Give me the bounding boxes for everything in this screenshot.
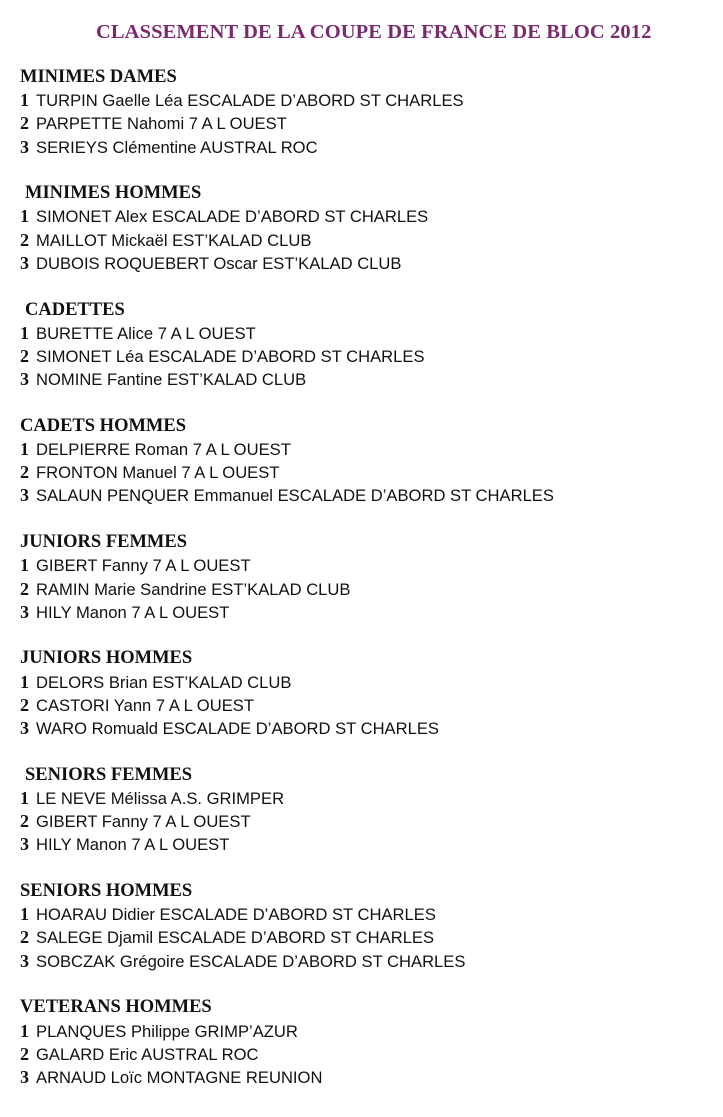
competitor-and-club: CASTORI Yann 7 A L OUEST — [36, 695, 254, 715]
rank-number: 2 — [20, 578, 29, 599]
competitor-and-club: BURETTE Alice 7 A L OUEST — [36, 323, 256, 343]
category-section — [20, 764, 710, 880]
category-heading: SENIORS FEMMES — [25, 764, 193, 785]
rank-number: 1 — [20, 322, 29, 343]
competitor-and-club: HILY Manon 7 A L OUEST — [36, 602, 230, 622]
result-entry — [20, 1043, 710, 1066]
competitor-and-club: HOARAU Didier ESCALADE D’ABORD ST CHARLES — [36, 905, 436, 925]
competitor-and-club: PARPETTE Nahomi 7 A L OUEST — [36, 114, 287, 134]
competitor-and-club: SIMONET Alex ESCALADE D’ABORD ST CHARLES — [36, 207, 429, 227]
competitor-and-club: GALARD Eric AUSTRAL ROC — [36, 1044, 259, 1064]
result-entry — [20, 112, 710, 135]
competitor-and-club: PLANQUES Philippe GRIMP’AZUR — [36, 1021, 298, 1041]
result-entry — [20, 903, 710, 926]
result-entry — [20, 578, 710, 601]
result-entry — [20, 89, 710, 112]
rank-number: 1 — [20, 671, 29, 692]
category-heading: MINIMES HOMMES — [25, 183, 202, 204]
result-entry — [20, 461, 710, 484]
competitor-and-club: WARO Romuald ESCALADE D’ABORD ST CHARLES — [36, 719, 439, 739]
rank-number: 2 — [20, 462, 29, 483]
rank-number: 2 — [20, 1043, 29, 1064]
rank-number: 1 — [20, 439, 29, 460]
rank-number: 1 — [20, 206, 29, 227]
result-entry — [20, 205, 710, 228]
rank-number: 1 — [20, 787, 29, 808]
result-entry — [20, 252, 710, 275]
result-entry — [20, 554, 710, 577]
results-list — [20, 66, 710, 1113]
rank-number: 1 — [20, 555, 29, 576]
competitor-and-club: DUBOIS ROQUEBERT Oscar EST’KALAD CLUB — [36, 253, 402, 273]
rank-number: 3 — [20, 718, 29, 739]
result-entry — [20, 484, 710, 507]
competitor-and-club: HILY Manon 7 A L OUEST — [36, 835, 230, 855]
result-entry — [20, 368, 710, 391]
competitor-and-club: RAMIN Marie Sandrine EST’KALAD CLUB — [36, 579, 351, 599]
competitor-and-club: MAILLOT Mickaël EST’KALAD CLUB — [36, 230, 312, 250]
result-entry — [20, 926, 710, 949]
rank-number: 2 — [20, 229, 29, 250]
result-entry — [20, 438, 710, 461]
rank-number: 2 — [20, 113, 29, 134]
competitor-and-club: DELPIERRE Roman 7 A L OUEST — [36, 440, 291, 460]
competitor-and-club: DELORS Brian EST’KALAD CLUB — [36, 672, 292, 692]
competitor-and-club: SERIEYS Clémentine AUSTRAL ROC — [36, 137, 318, 157]
result-entry — [20, 322, 710, 345]
rank-number: 2 — [20, 927, 29, 948]
category-heading: CADETS HOMMES — [20, 415, 187, 436]
rank-number: 1 — [20, 90, 29, 111]
category-section — [20, 647, 710, 763]
result-entry — [20, 671, 710, 694]
result-entry — [20, 345, 710, 368]
rank-number: 3 — [20, 950, 29, 971]
rank-number: 3 — [20, 1066, 29, 1087]
result-entry — [20, 601, 710, 624]
category-section — [20, 996, 710, 1112]
competitor-and-club: GIBERT Fanny 7 A L OUEST — [36, 556, 251, 576]
category-section — [20, 66, 710, 182]
rank-number: 3 — [20, 369, 29, 390]
category-heading: JUNIORS FEMMES — [20, 532, 188, 553]
rank-number: 3 — [20, 136, 29, 157]
rank-number: 3 — [20, 834, 29, 855]
category-heading: MINIMES DAMES — [20, 67, 177, 87]
competitor-and-club: ARNAUD Loïc MONTAGNE REUNION — [36, 1067, 323, 1087]
rank-number: 3 — [20, 485, 29, 506]
rank-number: 2 — [20, 694, 29, 715]
competitor-and-club: SOBCZAK Grégoire ESCALADE D’ABORD ST CHARLES — [36, 951, 466, 971]
category-section — [20, 880, 710, 996]
category-heading: VETERANS HOMMES — [20, 997, 212, 1018]
category-section — [20, 299, 710, 415]
result-entry — [20, 136, 710, 159]
result-entry — [20, 810, 710, 833]
competitor-and-club: SALEGE Djamil ESCALADE D’ABORD ST CHARLES — [36, 928, 435, 948]
competitor-and-club: GIBERT Fanny 7 A L OUEST — [36, 812, 251, 832]
result-entry — [20, 950, 710, 973]
result-entry — [20, 1066, 710, 1089]
rank-number: 1 — [20, 904, 29, 925]
category-section — [20, 415, 710, 531]
result-entry — [20, 694, 710, 717]
rank-number: 3 — [20, 252, 29, 273]
result-entry — [20, 229, 710, 252]
page-title: CLASSEMENT DE LA COUPE DE FRANCE DE BLOC 2012 — [96, 21, 652, 43]
competitor-and-club: FRONTON Manuel 7 A L OUEST — [36, 463, 280, 483]
result-entry — [20, 833, 710, 856]
competitor-and-club: NOMINE Fantine EST’KALAD CLUB — [36, 370, 307, 390]
rank-number: 1 — [20, 1020, 29, 1041]
category-section — [20, 531, 710, 647]
competitor-and-club: TURPIN Gaelle Léa ESCALADE D’ABORD ST CHARLES — [36, 91, 464, 111]
rank-number: 2 — [20, 811, 29, 832]
competitor-and-club: LE NEVE Mélissa A.S. GRIMPER — [36, 788, 285, 808]
result-entry — [20, 1020, 710, 1043]
result-entry — [20, 717, 710, 740]
competitor-and-club: SALAUN PENQUER Emmanuel ESCALADE D’ABORD ST CHARLES — [36, 486, 554, 506]
result-entry — [20, 787, 710, 810]
rank-number: 2 — [20, 345, 29, 366]
category-heading: JUNIORS HOMMES — [20, 648, 193, 669]
competitor-and-club: SIMONET Léa ESCALADE D’ABORD ST CHARLES — [36, 346, 425, 366]
category-heading: CADETTES — [25, 299, 125, 320]
category-heading: SENIORS HOMMES — [20, 881, 193, 902]
rank-number: 3 — [20, 601, 29, 622]
category-section — [20, 182, 710, 298]
